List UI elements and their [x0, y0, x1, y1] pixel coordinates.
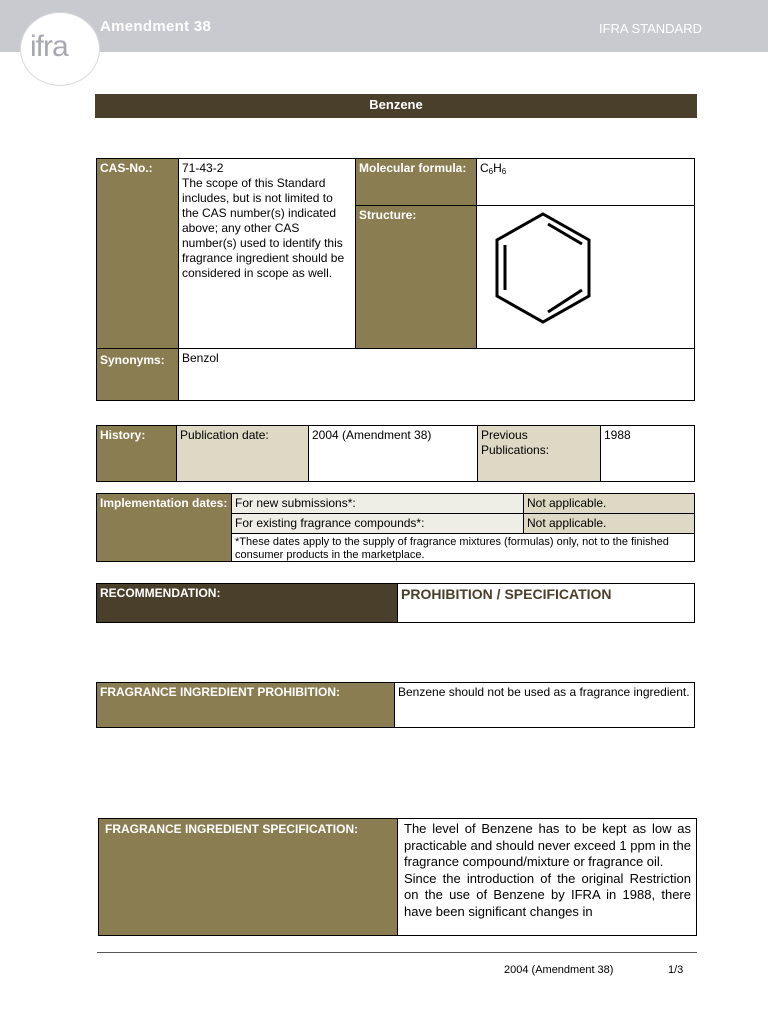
existing-compounds-label-cell	[231, 513, 524, 534]
cas-label: CAS-No.:	[100, 161, 153, 175]
publication-date-value-cell	[308, 425, 478, 482]
benzene-structure	[490, 210, 600, 330]
prohibition-text-cell	[394, 682, 695, 728]
specification-text-1: The level of Benzene has to be kept as low as practicable and should never exceed 1 ppm in the fragrance compound/mixture or fragrance oil.	[404, 821, 691, 869]
synonyms-label: Synonyms:	[100, 353, 165, 367]
existing-compounds-value-cell	[523, 513, 695, 534]
history-label: History:	[100, 428, 146, 442]
publication-date-label-cell	[176, 425, 309, 482]
recommendation-label-cell	[96, 583, 398, 623]
cas-number: 71-43-2	[182, 161, 224, 175]
prohibition-label-cell	[96, 682, 395, 728]
new-submissions-value-cell	[523, 493, 695, 514]
structure-label-cell	[355, 205, 477, 349]
publication-date-value: 2004 (Amendment 38)	[312, 428, 432, 442]
prohibition-label: FRAGRANCE INGREDIENT PROHIBITION:	[100, 685, 340, 699]
cas-value-cell	[178, 158, 356, 349]
existing-compounds-value: Not applicable.	[527, 516, 607, 530]
page-number: 1/3	[668, 964, 684, 976]
prohibition-text: Benzene should not be used as a fragrance ingredient.	[398, 685, 690, 699]
implementation-label-cell	[96, 493, 232, 562]
history-label-cell	[96, 425, 177, 482]
recommendation-value: PROHIBITION / SPECIFICATION	[401, 586, 612, 602]
synonyms-value-cell	[178, 348, 695, 401]
publication-date-label: Publication date:	[180, 428, 269, 442]
ifra-logo-text: ifra	[30, 30, 68, 63]
footnote-star: *	[235, 536, 240, 548]
footer-date: 2004 (Amendment 38)	[504, 964, 614, 976]
recommendation-label: RECOMMENDATION:	[100, 586, 221, 600]
specification-label: FRAGRANCE INGREDIENT SPECIFICATION:	[105, 822, 359, 836]
molecular-formula-label-cell	[355, 158, 477, 206]
synonyms-value: Benzol	[182, 351, 219, 365]
molecular-formula: $C_6H_6$	[480, 161, 507, 176]
new-submissions-value: Not applicable.	[527, 496, 607, 510]
standard-label: IFRA STANDARD	[598, 21, 702, 36]
implementation-label: Implementation dates:	[100, 496, 228, 510]
molecular-formula-label: Molecular formula:	[359, 161, 467, 175]
cas-label-cell	[96, 158, 179, 349]
new-submissions-label: For new submissions*:	[235, 496, 356, 510]
amendment-title: Amendment 38	[100, 18, 212, 35]
molecular-formula-value-cell	[476, 158, 695, 206]
specification-text-2: Since the introduction of the original Restriction on the use of Benzene by IFRA in 1988, there have been significant changes in	[404, 870, 691, 919]
new-submissions-label-cell	[231, 493, 524, 514]
previous-publications-label-cell	[477, 425, 601, 482]
specification-text-cell	[397, 818, 697, 936]
existing-compounds-label: For existing fragrance compounds*:	[235, 516, 425, 530]
substance-title: Benzene	[95, 94, 697, 118]
synonyms-label-cell	[96, 348, 179, 401]
implementation-footnote: These dates apply to the supply of fragrance mixtures (formulas) only, not to the finished consumer products in the marketplace.	[235, 536, 669, 561]
recommendation-value-cell	[397, 583, 695, 623]
cas-scope-note: The scope of this Standard includes, but is not limited to the CAS number(s) indicated above; any other CAS number(s) used to identify this fragrance ingredient should be considered in scope as well.	[182, 176, 345, 280]
previous-publications-label: Previous Publications:	[481, 428, 550, 457]
structure-label: Structure:	[359, 208, 417, 222]
specification-label-cell	[98, 818, 398, 936]
previous-publications-value: 1988	[604, 428, 631, 442]
previous-publications-value-cell	[600, 425, 695, 482]
implementation-footnote-cell	[231, 533, 695, 562]
footer-divider	[97, 952, 697, 953]
